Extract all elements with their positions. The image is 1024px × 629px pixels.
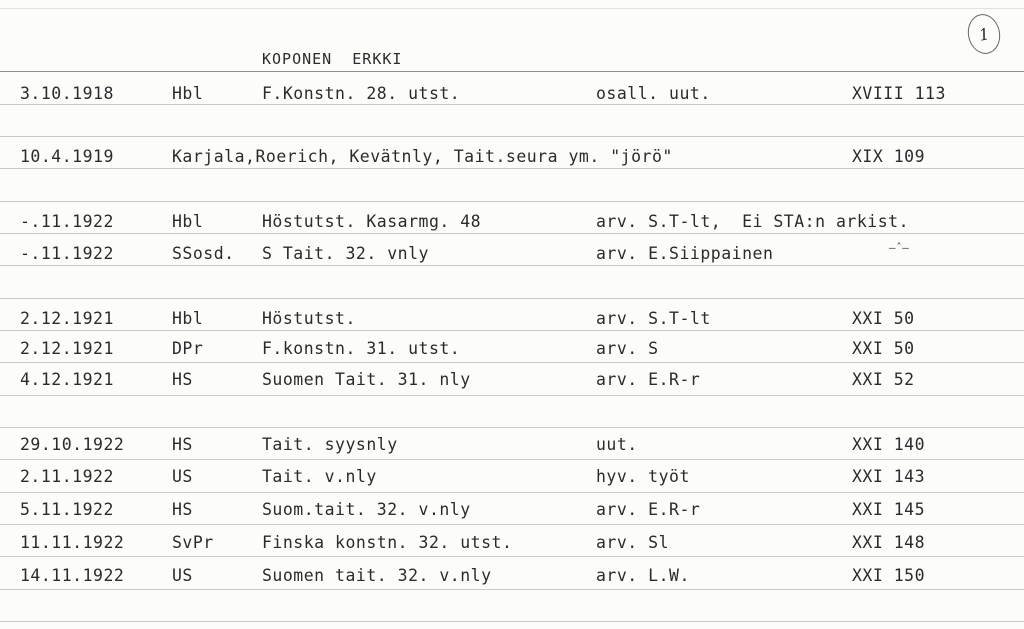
entry-title: Finska konstn. 32. utst.: [262, 533, 513, 552]
ruled-line: [0, 427, 1024, 428]
entry-source: US: [172, 566, 193, 585]
entry-ref: XXI 50: [852, 339, 915, 358]
entry-date: 4.12.1921: [20, 370, 114, 389]
entry-title: Suomen tait. 32. v.nly: [262, 566, 492, 585]
entry-source: HS: [172, 370, 193, 389]
entry-date: 2.11.1922: [20, 467, 114, 486]
ruled-line: [0, 136, 1024, 137]
entry-date: 5.11.1922: [20, 500, 114, 519]
entry-note: hyv. työt: [596, 467, 690, 486]
entry-title: S Tait. 32. vnly: [262, 244, 429, 263]
entry-date: -.11.1922: [20, 212, 114, 231]
entry-ref: XXI 143: [852, 467, 926, 486]
entry-note: arv. Sl: [596, 533, 670, 552]
entry-source: Hbl: [172, 309, 204, 328]
ruled-line: [0, 459, 1024, 460]
ruled-line: [0, 362, 1024, 363]
entry-note: arv. L.W.: [596, 566, 690, 585]
ruled-line: [0, 621, 1024, 622]
handwritten-tick-mark: —ˆ—: [889, 241, 909, 254]
entry-source: HS: [172, 500, 193, 519]
entry-title: Höstutst.: [262, 309, 356, 328]
entry-ref: XXI 150: [852, 566, 926, 585]
ruled-line: [0, 298, 1024, 299]
ruled-line: [0, 233, 1024, 234]
entry-title: Karjala,Roerich, Kevätnly, Tait.seura ym. "jörö": [172, 147, 673, 166]
entry-ref: XVIII 113: [852, 84, 946, 103]
ruled-line: [0, 395, 1024, 396]
entry-date: 29.10.1922: [20, 435, 125, 454]
entry-source: SvPr: [172, 533, 214, 552]
entry-ref: XXI 145: [852, 500, 926, 519]
entry-source: US: [172, 467, 193, 486]
entry-note: arv. S.T-lt, Ei STA:n arkist.: [596, 212, 910, 231]
entry-note: osall. uut.: [596, 84, 711, 103]
entry-ref: XXI 50: [852, 309, 915, 328]
entry-note: arv. E.R-r: [596, 370, 701, 389]
entry-note: arv. S.T-lt: [596, 309, 711, 328]
ruled-line: [0, 589, 1024, 590]
entry-date: 3.10.1918: [20, 84, 114, 103]
entry-date: 2.12.1921: [20, 339, 114, 358]
heading-rule: [0, 71, 1024, 72]
entry-note: arv. S: [596, 339, 659, 358]
entry-date: -.11.1922: [20, 244, 114, 263]
entry-ref: XXI 140: [852, 435, 926, 454]
ruled-line: [0, 265, 1024, 266]
entry-ref: XXI 52: [852, 370, 915, 389]
entry-note: uut.: [596, 435, 638, 454]
card-heading: KOPONEN ERKKI: [262, 50, 403, 68]
entry-source: Hbl: [172, 84, 204, 103]
entry-source: SSosd.: [172, 244, 235, 263]
page-number-mark: 1: [964, 11, 1004, 57]
entry-note: arv. E.R-r: [596, 500, 701, 519]
ruled-line: [0, 201, 1024, 202]
ruled-line: [0, 492, 1024, 493]
ruled-line: [0, 330, 1024, 331]
entry-title: Tait. v.nly: [262, 467, 377, 486]
entry-source: DPr: [172, 339, 204, 358]
entry-title: Suom.tait. 32. v.nly: [262, 500, 471, 519]
ruled-line: [0, 524, 1024, 525]
entry-source: HS: [172, 435, 193, 454]
entry-title: Tait. syysnly: [262, 435, 398, 454]
ruled-line: [0, 556, 1024, 557]
entry-note: arv. E.Siippainen: [596, 244, 774, 263]
entry-title: F.konstn. 31. utst.: [262, 339, 461, 358]
entry-title: Höstutst. Kasarmg. 48: [262, 212, 482, 231]
entry-title: Suomen Tait. 31. nly: [262, 370, 471, 389]
entry-ref: XXI 148: [852, 533, 926, 552]
entry-date: 10.4.1919: [20, 147, 114, 166]
ruled-line: [0, 104, 1024, 105]
ruled-line: [0, 8, 1024, 9]
entry-date: 14.11.1922: [20, 566, 125, 585]
entry-source: Hbl: [172, 212, 204, 231]
entry-ref: XIX 109: [852, 147, 926, 166]
entry-title: F.Konstn. 28. utst.: [262, 84, 461, 103]
ruled-line: [0, 168, 1024, 169]
entry-date: 11.11.1922: [20, 533, 125, 552]
entry-date: 2.12.1921: [20, 309, 114, 328]
